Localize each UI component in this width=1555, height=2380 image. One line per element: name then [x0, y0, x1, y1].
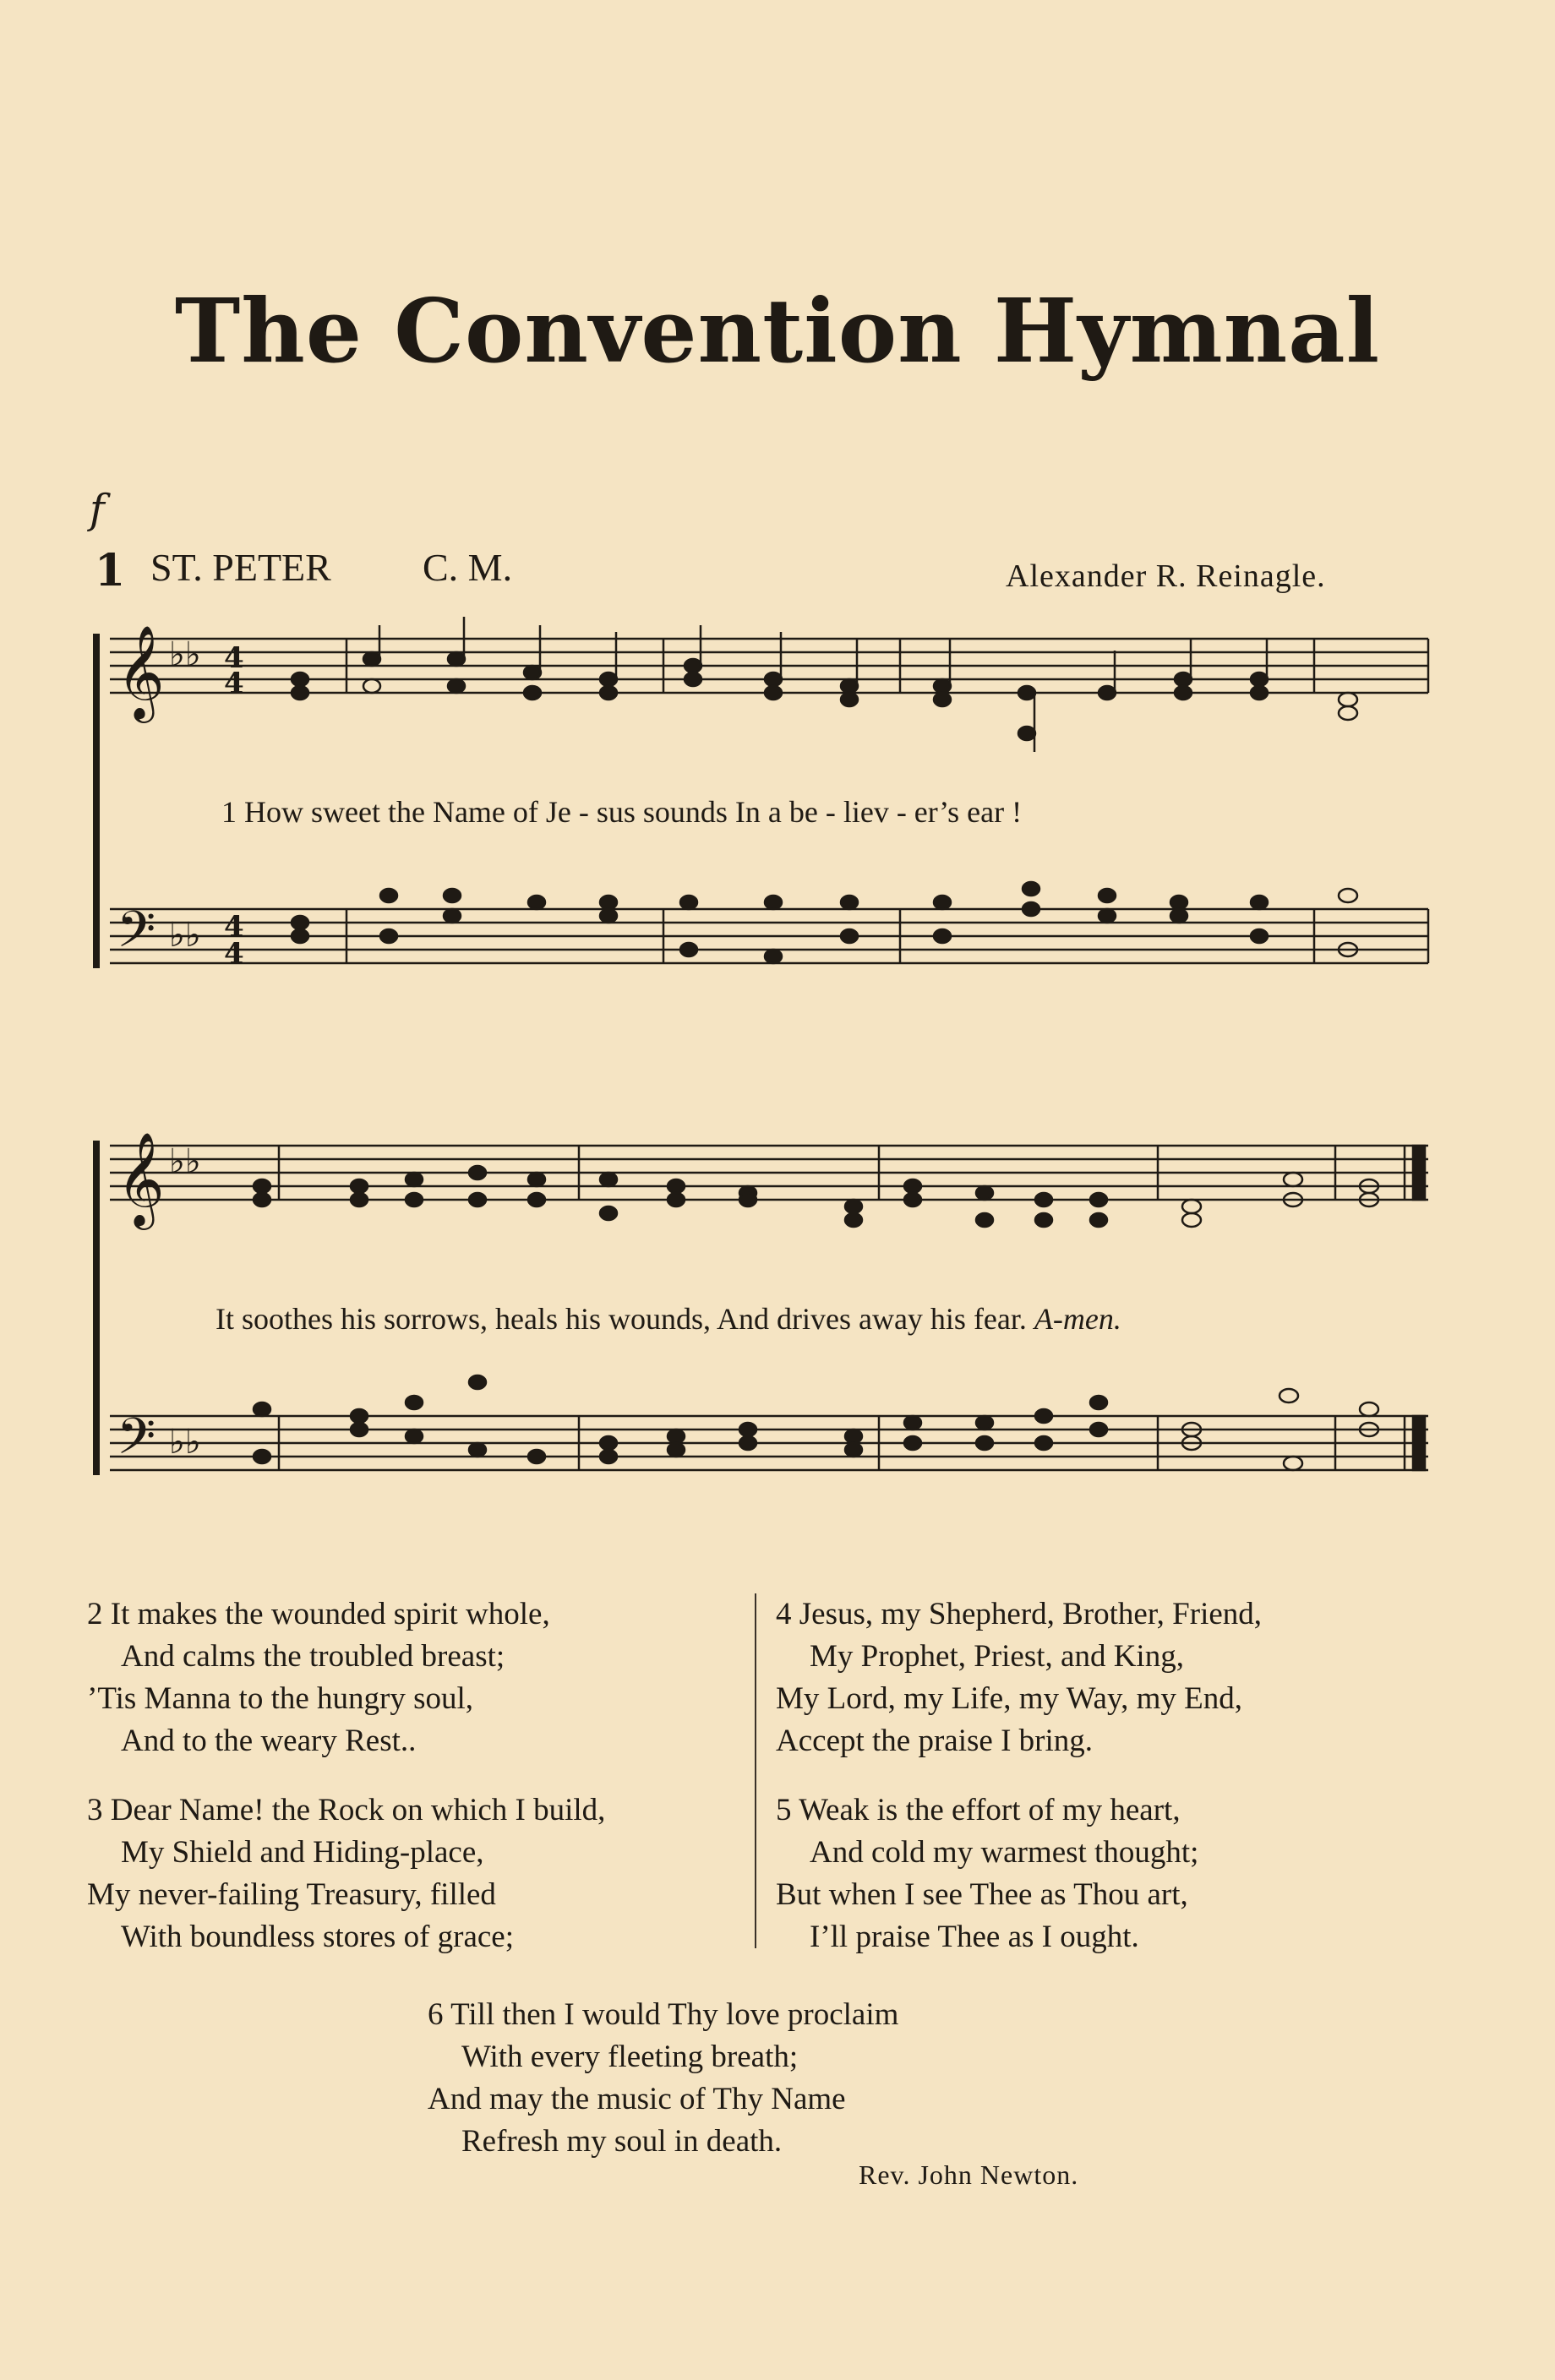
bass-clef-icon-2: 𝄢 — [117, 1407, 156, 1478]
stanza-line: ’Tis Manna to the hungry soul, — [87, 1681, 474, 1716]
stanza-text: Jesus, my Shepherd, Brother, Friend, — [799, 1597, 1263, 1631]
stanza-line — [428, 1994, 898, 2036]
lyrics-line-1: 1 How sweet the Name of Je - sus sounds In a be - liev - er’s ear ! — [221, 795, 1023, 829]
composer: Alexander R. Reinagle. — [1006, 558, 1326, 594]
stanza-number: 4 — [776, 1597, 792, 1631]
meter: C. M. — [423, 546, 513, 589]
system-brace — [93, 634, 100, 968]
column-divider — [755, 1593, 756, 1948]
amen-text: A-men. — [1034, 1302, 1121, 1336]
treble-staff-2 — [110, 1146, 1428, 1200]
stanza-5 — [776, 1789, 1198, 1958]
stanza-line: My Prophet, Priest, and King, — [810, 1639, 1184, 1674]
stanza-2 — [87, 1593, 550, 1762]
hymn-number: 1 — [95, 545, 126, 596]
hymn-author: Rev. John Newton. — [859, 2159, 1079, 2190]
stanza-line: But when I see Thee as Thou art, — [776, 1877, 1188, 1912]
stanza-number: 5 — [776, 1793, 792, 1827]
key-signature-treble: ♭♭ — [169, 635, 201, 674]
stanza-line — [87, 1789, 605, 1832]
bass-staff-2 — [110, 1416, 1428, 1470]
stanza-line: Refresh my soul in death. — [461, 2124, 783, 2159]
stanza-line: And calms the troubled breast; — [121, 1639, 505, 1674]
stanza-line: My Lord, my Life, my Way, my End, — [776, 1681, 1242, 1716]
stanza-line — [776, 1789, 1198, 1832]
lyrics-line-2 — [216, 1301, 1121, 1337]
stanza-text: Weak is the effort of my heart, — [799, 1793, 1181, 1827]
tune-name: ST. PETER — [150, 546, 331, 589]
stanza-6 — [428, 1994, 898, 2163]
key-signature-bass: ♭♭ — [169, 916, 201, 955]
key-signature-treble-2: ♭♭ — [169, 1142, 201, 1181]
key-signature-bass-2: ♭♭ — [169, 1423, 201, 1462]
stanza-line: With boundless stores of grace; — [121, 1920, 515, 1954]
time-signature-bass-bottom: 4 — [224, 937, 244, 971]
treble-clef-icon: 𝄞 — [117, 624, 165, 719]
stanza-line: With every fleeting breath; — [461, 2040, 799, 2074]
page-title: The Convention Hymnal — [174, 279, 1381, 383]
system-brace-2 — [93, 1141, 100, 1475]
stanza-line: My never-failing Treasury, filled — [87, 1877, 496, 1912]
stanza-line: And cold my warmest thought; — [810, 1835, 1199, 1870]
stanza-text: Dear Name! the Rock on which I build, — [110, 1793, 606, 1827]
time-signature-bottom: 4 — [224, 667, 244, 700]
stanza-line: And to the weary Rest.. — [121, 1724, 417, 1758]
stanza-line: Accept the praise I bring. — [776, 1724, 1093, 1758]
stanza-line: And may the music of Thy Name — [428, 2082, 846, 2116]
bass-clef-icon: 𝄢 — [117, 900, 156, 971]
time-signature-bass-top: 4 — [224, 910, 244, 944]
lyrics-line-2-text: It soothes his sorrows, heals his wounds, And drives away his fear. — [216, 1302, 1027, 1336]
stanza-line: My Shield and Hiding-place, — [121, 1835, 484, 1870]
stanza-number: 3 — [87, 1793, 103, 1827]
stanza-text: It makes the wounded spirit whole, — [110, 1597, 550, 1631]
stanza-number: 6 — [428, 1997, 444, 2032]
stanza-4 — [776, 1593, 1262, 1762]
stanza-line — [776, 1593, 1262, 1636]
treble-clef-icon-2: 𝄞 — [117, 1131, 165, 1226]
stanza-line — [87, 1593, 550, 1636]
notes-system-1 — [292, 617, 1428, 963]
stanza-line: I’ll praise Thee as I ought. — [810, 1920, 1139, 1954]
time-signature-top: 4 — [224, 641, 244, 675]
stanza-3 — [87, 1789, 605, 1958]
stanza-text: Till then I would Thy love proclaim — [450, 1997, 899, 2032]
dynamic-marking: f — [90, 486, 105, 533]
stanza-number: 2 — [87, 1597, 103, 1631]
